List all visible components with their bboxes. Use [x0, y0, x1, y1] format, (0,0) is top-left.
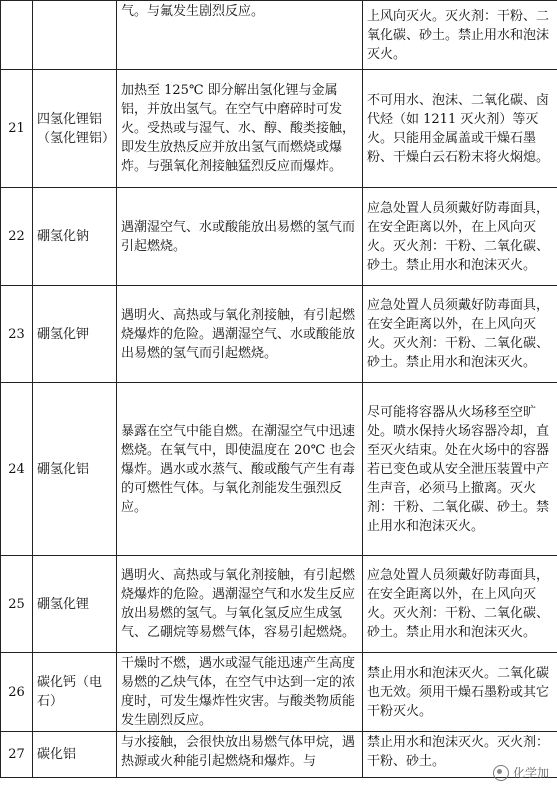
table-row: [1, 653, 557, 732]
row-number: [1, 1, 33, 70]
fire-response: 应急处置人员须戴好防毒面具，在安全距离以外，在上风向灭火。灭火剂：干粉、二氧化碳、砂土。禁止用水和泡沫灭火。: [363, 286, 557, 383]
table-row: [1, 70, 557, 188]
chemical-name: 碳化铝: [33, 732, 117, 778]
watermark-text: 化学加: [512, 766, 549, 780]
row-number: 23: [1, 286, 33, 383]
wechat-logo-icon: [493, 765, 509, 781]
chemical-name: 硼氢化钠: [33, 188, 117, 286]
hazard-description: 遇明火、高热或与氧化剂接触，有引起燃烧爆炸的危险。遇潮湿空气、水或酸能放出易燃的氢气而引起燃烧。: [117, 286, 363, 383]
hazard-description: 与水接触，会很快放出易燃气体甲烷，遇热源或火种能引起燃烧和爆炸。与: [117, 732, 363, 778]
fire-response: 上风向灭火。灭火剂：干粉、二氧化碳、砂土。禁止用水和泡沫灭火。: [363, 1, 557, 70]
table-row: [1, 1, 557, 70]
chemical-name: 硼氢化锂: [33, 556, 117, 653]
table-row: [1, 383, 557, 556]
row-number: 24: [1, 383, 33, 556]
hazard-description: 气。与氟发生剧烈反应。: [117, 1, 363, 70]
row-number: 22: [1, 188, 33, 286]
row-number: 27: [1, 732, 33, 778]
table-row: [1, 732, 557, 778]
hazard-description: 加热至 125℃ 即分解出氢化锂与金属铝，并放出氢气。在空气中磨碎时可发火。受热或与湿气、水、醇、酸类接触，即发生放热反应并放出氢气而燃烧或爆炸。与强氧化剂接触猛烈反应而爆炸。: [117, 70, 363, 188]
row-number: 25: [1, 556, 33, 653]
fire-response: 不可用水、泡沫、二氧化碳、卤代烃（如 1211 灭火剂）等灭火。只能用金属盖或干燥石墨粉、干燥白云石粉末将火焖熄。: [363, 70, 557, 188]
watermark: [493, 764, 549, 781]
fire-response: 禁止用水和泡沫灭火。二氧化碳也无效。须用干燥石墨粉或其它干粉灭火。: [363, 653, 557, 732]
chemical-name: 硼氢化钾: [33, 286, 117, 383]
chemical-name: 四氢化锂铝（氢化锂铝）: [33, 70, 117, 188]
fire-response: 禁止用水和泡沫灭火。灭火剂：干粉、砂土。: [363, 732, 557, 778]
fire-response: 尽可能将容器从火场移至空旷处。喷水保持火场容器冷却，直至灭火结束。处在火场中的容器若已变色或从安全泄压装置中产生声音，必须马上撤离。灭火剂：干粉、二氧化碳、砂土。禁止用水和泡沫灭火。: [363, 383, 557, 556]
table-row: [1, 286, 557, 383]
chemical-name: [33, 1, 117, 70]
hazard-description: 遇潮湿空气、水或酸能放出易燃的氢气而引起燃烧。: [117, 188, 363, 286]
fire-response: 应急处置人员须戴好防毒面具，在安全距离以外，在上风向灭火。灭火剂：干粉、二氧化碳、砂土。禁止用水和泡沫灭火。: [363, 188, 557, 286]
chemical-name: 硼氢化铝: [33, 383, 117, 556]
row-number: 26: [1, 653, 33, 732]
table-row: [1, 556, 557, 653]
fire-response: 应急处置人员须戴好防毒面具，在安全距离以外，在上风向灭火。灭火剂：干粉、二氧化碳、砂土。禁止用水和泡沫灭火。: [363, 556, 557, 653]
table-row: [1, 188, 557, 286]
hazard-description: 干燥时不燃，遇水或湿气能迅速产生高度易燃的乙炔气体，在空气中达到一定的浓度时，可发生爆炸性灾害。与酸类物质能发生剧烈反应。: [117, 653, 363, 732]
hazard-description: 遇明火、高热或与氧化剂接触，有引起燃烧爆炸的危险。遇潮湿空气和水发生反应放出易燃的氢气。与氧化氢反应生成氢气、乙硼烷等易燃气体，容易引起燃烧。: [117, 556, 363, 653]
chemical-name: 碳化钙（电石）: [33, 653, 117, 732]
hazard-description: 暴露在空气中能自燃。在潮湿空气中迅速燃烧。在氧气中，即使温度在 20℃ 也会爆炸。遇水或水蒸气、酸或酸气产生有毒的可燃性气体。与氧化剂能发生强烈反应。: [117, 383, 363, 556]
row-number: 21: [1, 70, 33, 188]
